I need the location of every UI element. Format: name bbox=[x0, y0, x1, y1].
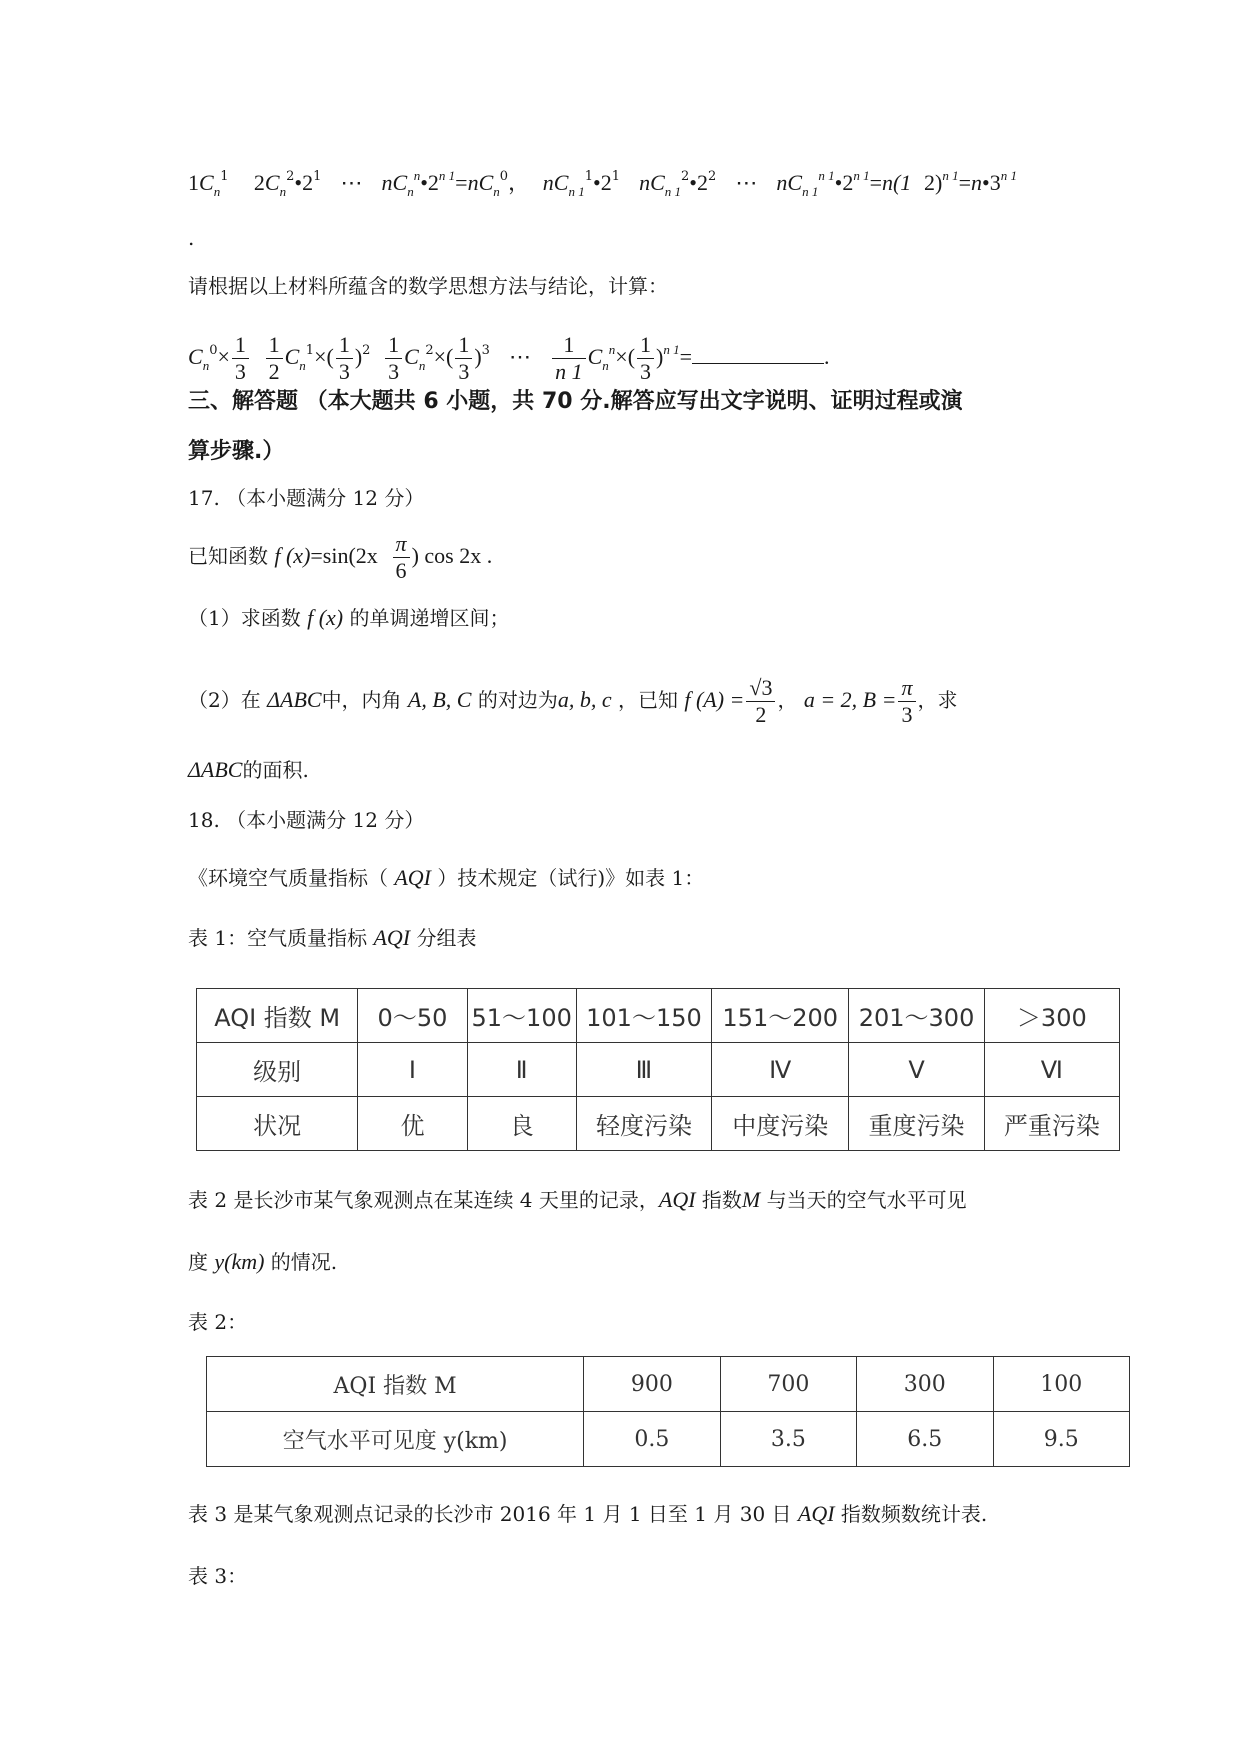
f1-sup2: 2 bbox=[286, 169, 295, 184]
q17-cont-tri: ΔABC bbox=[188, 757, 243, 782]
f1-exp2: n 1 bbox=[438, 168, 456, 183]
f1-exp7: n 1 bbox=[1000, 168, 1017, 183]
f1-dot2: • bbox=[420, 170, 428, 195]
f1-n3: n bbox=[542, 170, 554, 195]
period-line bbox=[188, 224, 194, 252]
f2-c2: C bbox=[284, 344, 300, 369]
f2-frac1 bbox=[232, 332, 249, 385]
table-cell: 优 bbox=[358, 1097, 467, 1151]
f1-comma: ， bbox=[508, 170, 531, 195]
f1-sub7: n 1 bbox=[802, 184, 819, 199]
f2-frac5 bbox=[455, 332, 472, 385]
table2-desc1-aqi: AQI bbox=[658, 1187, 696, 1212]
f2-frac7-num: 1 bbox=[637, 332, 654, 359]
f2-frac5-num: 1 bbox=[455, 332, 472, 359]
table2-caption-text: 表 2： bbox=[188, 1310, 248, 1334]
f1-two5: 2 bbox=[842, 170, 854, 195]
f1-exp3: 1 bbox=[611, 169, 620, 184]
table-cell: 空气水平可见度 y(km) bbox=[207, 1412, 584, 1467]
f2-c4: C bbox=[587, 344, 603, 369]
f1-paren2: 2) bbox=[924, 170, 943, 195]
f2-pow2: ) bbox=[354, 344, 363, 369]
f2-frac3 bbox=[336, 332, 353, 385]
table-cell: 中度污染 bbox=[712, 1097, 849, 1151]
q17-fx: f (x) bbox=[274, 543, 311, 568]
table3-desc-post: 指数频数统计表. bbox=[840, 1502, 988, 1526]
f2-times2: ×( bbox=[314, 344, 334, 369]
f2-c1sup: 0 bbox=[209, 343, 218, 358]
f1-sup4: 0 bbox=[499, 169, 509, 184]
q17-given-prefix: 已知函数 bbox=[188, 544, 268, 568]
f1-c6: C bbox=[650, 170, 665, 195]
table-cell: Ⅴ bbox=[849, 1043, 984, 1097]
f1-sup: 1 bbox=[220, 169, 229, 184]
f1-sup5: 1 bbox=[584, 169, 593, 184]
f1-sub: n bbox=[213, 184, 221, 199]
f1-two3: 2 bbox=[600, 170, 612, 195]
table1-caption bbox=[188, 924, 476, 952]
f2-frac4 bbox=[385, 332, 402, 385]
answer-blank bbox=[692, 343, 824, 364]
f1-c3: C bbox=[392, 170, 408, 195]
table-cell: 900 bbox=[584, 1357, 720, 1412]
f1-sup6: 2 bbox=[681, 169, 690, 184]
f1-c5: C bbox=[553, 170, 569, 195]
f2-c2sup: 1 bbox=[305, 343, 315, 358]
table2-desc-2 bbox=[188, 1248, 337, 1276]
f1-dot4: • bbox=[689, 170, 697, 195]
table2-desc1-m: M bbox=[741, 1187, 761, 1212]
aqi-visibility-table bbox=[206, 1356, 1130, 1467]
f1-n: n bbox=[381, 170, 393, 195]
q17-part2-fa: f (A) = bbox=[684, 687, 745, 712]
f2-frac4-num: 1 bbox=[385, 332, 402, 359]
table-cell: Ⅰ bbox=[358, 1043, 467, 1097]
section3-line2: 算步骤.） bbox=[188, 439, 285, 464]
f1-dot3: • bbox=[593, 170, 601, 195]
q17-pi3-frac bbox=[898, 675, 915, 728]
f1-c: C bbox=[199, 170, 214, 195]
q17-cont-text: 的面积. bbox=[242, 758, 309, 782]
f1-dots2: ⋯ bbox=[735, 170, 758, 195]
f1-exp4: 2 bbox=[707, 169, 717, 184]
table-cell: Ⅲ bbox=[576, 1043, 711, 1097]
table-cell: 100 bbox=[993, 1357, 1129, 1412]
q17-sqrt-den: 2 bbox=[755, 702, 767, 727]
section3-heading-2 bbox=[188, 436, 284, 468]
q17-pi3-num: π bbox=[898, 675, 915, 702]
table-cell: 状况 bbox=[197, 1097, 358, 1151]
f1-sup3: n bbox=[413, 168, 421, 183]
table-cell: 良 bbox=[467, 1097, 576, 1151]
q17-pi-den: 6 bbox=[395, 558, 407, 583]
table-cell: 700 bbox=[720, 1357, 856, 1412]
table3-caption bbox=[188, 1562, 247, 1590]
table-cell: 轻度污染 bbox=[576, 1097, 711, 1151]
f2-frac1-den: 3 bbox=[234, 359, 246, 384]
f1-dot6: • bbox=[982, 170, 990, 195]
f1-twoexp: 1 bbox=[313, 169, 322, 184]
q17-sqrt-frac bbox=[746, 675, 775, 728]
q17-func-eq: =sin(2x bbox=[310, 543, 378, 568]
table3-desc bbox=[188, 1500, 987, 1528]
table-row bbox=[197, 1097, 1120, 1151]
q17-part2-mid2: 的对边为 bbox=[477, 688, 558, 712]
q17-part1-prefix: （1）求函数 bbox=[188, 606, 301, 630]
q18-intro-aqi: AQI bbox=[394, 865, 432, 890]
table-cell: 0.5 bbox=[584, 1412, 720, 1467]
q17-func-tail: ) cos 2x . bbox=[411, 543, 493, 568]
q17-part2 bbox=[188, 672, 958, 728]
f1-c4: C bbox=[478, 170, 494, 195]
table-cell: 151～200 bbox=[712, 989, 849, 1043]
f1-two2: 2 bbox=[427, 170, 439, 195]
f1-c2: C bbox=[264, 170, 280, 195]
q17-part1-fx: f (x) bbox=[307, 605, 344, 630]
q17-part2-cont bbox=[188, 756, 309, 784]
table-row bbox=[197, 989, 1120, 1043]
f1-dot5: • bbox=[834, 170, 843, 195]
table2-caption bbox=[188, 1308, 247, 1336]
table-cell: Ⅳ bbox=[712, 1043, 849, 1097]
table-row bbox=[207, 1412, 1130, 1467]
f2-frac3-den: 3 bbox=[338, 359, 350, 384]
section3-line1: 三、解答题 （本大题共 6 小题，共 70 分.解答应写出文字说明、证明过程或演 bbox=[188, 389, 963, 414]
f2-end: . bbox=[824, 344, 830, 369]
table2-desc1-pre: 表 2 是长沙市某气象观测点在某连续 4 天里的记录， bbox=[188, 1188, 659, 1212]
f1-sub6: n 1 bbox=[664, 184, 681, 199]
q17-part1-suffix: 的单调递增区间； bbox=[349, 606, 510, 630]
q17-pi3-den: 3 bbox=[901, 702, 913, 727]
f1-exp6: n 1 bbox=[942, 168, 959, 183]
table2-desc-1 bbox=[188, 1186, 967, 1214]
table-cell: Ⅵ bbox=[984, 1043, 1119, 1097]
q18-heading-text: 18. （本小题满分 12 分） bbox=[188, 808, 425, 832]
f2-pow3sup: 3 bbox=[481, 343, 490, 358]
f1-two: 2 bbox=[302, 170, 314, 195]
formula-line-2 bbox=[188, 322, 830, 394]
table2-desc2-post: 的情况. bbox=[270, 1250, 338, 1274]
q17-part2-mid3: ，已知 bbox=[617, 688, 678, 712]
q17-pi-frac bbox=[393, 531, 410, 584]
f1-coef2: 2 bbox=[253, 170, 265, 195]
table-cell: ＞300 bbox=[984, 989, 1119, 1043]
table-cell: 9.5 bbox=[993, 1412, 1129, 1467]
f1-eq: = bbox=[455, 170, 468, 195]
f1-c7: C bbox=[787, 170, 803, 195]
q17-given bbox=[188, 528, 492, 584]
f2-frac7 bbox=[637, 332, 654, 385]
f2-c3sub: n bbox=[418, 358, 426, 373]
f2-pow4sup: n 1 bbox=[663, 342, 680, 357]
f1-two4: 2 bbox=[696, 170, 708, 195]
f2-frac3-num: 1 bbox=[336, 332, 353, 359]
instruction-text bbox=[188, 272, 668, 300]
q17-pi-num: π bbox=[393, 531, 410, 558]
q17-part2-end: ，求 bbox=[917, 688, 958, 712]
q17-part2-comma: ， bbox=[777, 688, 798, 712]
table-cell: 3.5 bbox=[720, 1412, 856, 1467]
section3-heading-1 bbox=[188, 386, 963, 418]
f2-frac6-den: n 1 bbox=[555, 359, 583, 384]
f2-pow4: ) bbox=[656, 344, 664, 369]
table1-caption-pre: 表 1：空气质量指标 bbox=[188, 926, 368, 950]
f1-sub4: n bbox=[493, 184, 500, 199]
table1-caption-post: 分组表 bbox=[416, 926, 477, 950]
f1-eq3: = bbox=[958, 170, 972, 195]
table3-desc-pre: 表 3 是某气象观测点记录的长沙市 2016 年 1 月 1 日至 1 月 30 日 bbox=[188, 1502, 792, 1526]
q17-part2-abc: A, B, C bbox=[407, 687, 472, 712]
q17-part2-mid1: 中，内角 bbox=[321, 688, 402, 712]
q17-part2-sides: a, b, c bbox=[557, 687, 612, 712]
table2-desc1-post: 与当天的空气水平可见 bbox=[766, 1188, 967, 1212]
table1-caption-aqi: AQI bbox=[373, 925, 411, 950]
f2-c1sub: n bbox=[202, 358, 210, 373]
table-cell: AQI 指数 M bbox=[207, 1357, 584, 1412]
table-cell: Ⅱ bbox=[467, 1043, 576, 1097]
f2-frac5-den: 3 bbox=[458, 359, 470, 384]
f2-times4: ×( bbox=[615, 344, 636, 369]
f2-frac6 bbox=[552, 332, 586, 385]
f2-frac2-den: 2 bbox=[268, 359, 280, 384]
f2-c3sup: 2 bbox=[425, 343, 434, 358]
f2-c2sub: n bbox=[299, 358, 306, 373]
q17-heading bbox=[188, 484, 424, 512]
f1-coef: 1 bbox=[188, 170, 199, 195]
q17-heading-text: 17. （本小题满分 12 分） bbox=[188, 486, 425, 510]
f2-frac2 bbox=[266, 332, 283, 385]
table3-caption-text: 表 3： bbox=[188, 1564, 248, 1588]
f2-pow2sup: 2 bbox=[362, 343, 371, 358]
f1-n5: n bbox=[776, 170, 788, 195]
q18-intro-pre: 《环境空气质量指标（ bbox=[188, 866, 388, 890]
f1-exp5: n 1 bbox=[853, 168, 870, 183]
table-cell: 严重污染 bbox=[984, 1097, 1119, 1151]
table-row bbox=[207, 1357, 1130, 1412]
table-cell: 201～300 bbox=[849, 989, 984, 1043]
q18-intro bbox=[188, 864, 704, 892]
f2-frac1-num: 1 bbox=[232, 332, 249, 359]
f2-c4sup: n bbox=[608, 342, 616, 357]
q18-intro-post: ）技术规定（试行)》如表 1： bbox=[437, 866, 705, 890]
f2-frac7-den: 3 bbox=[640, 359, 652, 384]
f1-paren: n(1 bbox=[881, 170, 912, 195]
table3-desc-aqi: AQI bbox=[797, 1501, 835, 1526]
f2-frac2-num: 1 bbox=[266, 332, 283, 359]
f2-pow3: ) bbox=[474, 344, 482, 369]
q17-part2-prefix: （2）在 bbox=[188, 688, 261, 712]
aqi-group-table bbox=[196, 988, 1120, 1151]
table2-desc2-pre: 度 bbox=[188, 1250, 208, 1274]
f1-sub5: n 1 bbox=[568, 184, 585, 199]
f1-n2: n bbox=[467, 170, 479, 195]
f2-eq: = bbox=[679, 344, 693, 369]
f2-frac6-num: 1 bbox=[552, 332, 586, 359]
table-cell: 101～150 bbox=[576, 989, 711, 1043]
f2-c4sub: n bbox=[602, 358, 609, 373]
f1-n6: n bbox=[971, 170, 983, 195]
f1-sub3: n bbox=[407, 184, 414, 199]
q17-part2-a: a = 2, B = bbox=[803, 687, 897, 712]
q17-part2-tri: ΔABC bbox=[267, 687, 322, 712]
q18-heading bbox=[188, 806, 424, 834]
table-cell: 级别 bbox=[197, 1043, 358, 1097]
f1-sup7: n 1 bbox=[818, 168, 835, 183]
f2-dots: ⋯ bbox=[509, 344, 532, 369]
instruction: 请根据以上材料所蕴含的数学思想方法与结论，计算： bbox=[188, 274, 668, 298]
table-cell: 0～50 bbox=[358, 989, 467, 1043]
table-row bbox=[197, 1043, 1120, 1097]
f1-dot: • bbox=[294, 170, 303, 195]
table-cell: AQI 指数 M bbox=[197, 989, 358, 1043]
f1-sub2: n bbox=[279, 184, 287, 199]
f1-three: 3 bbox=[989, 170, 1001, 195]
q17-part1 bbox=[188, 604, 509, 632]
f2-times3: ×( bbox=[433, 344, 454, 369]
f1-n4: n bbox=[639, 170, 651, 195]
table-cell: 6.5 bbox=[857, 1412, 993, 1467]
table-cell: 重度污染 bbox=[849, 1097, 984, 1151]
f2-times1: × bbox=[217, 344, 230, 369]
table-cell: 51～100 bbox=[467, 989, 576, 1043]
f2-frac4-den: 3 bbox=[388, 359, 400, 384]
q17-sqrt-num: √3 bbox=[746, 675, 775, 702]
f1-eq2: = bbox=[869, 170, 882, 195]
table-cell: 300 bbox=[857, 1357, 993, 1412]
f2-c3: C bbox=[404, 344, 419, 369]
table2-desc2-y: y(km) bbox=[214, 1249, 265, 1274]
f1-dots: ⋯ bbox=[340, 170, 363, 195]
formula-line-1 bbox=[188, 162, 1017, 206]
table2-desc1-mid: 指数 bbox=[701, 1188, 742, 1212]
period: . bbox=[188, 226, 195, 250]
f2-c1: C bbox=[188, 344, 203, 369]
